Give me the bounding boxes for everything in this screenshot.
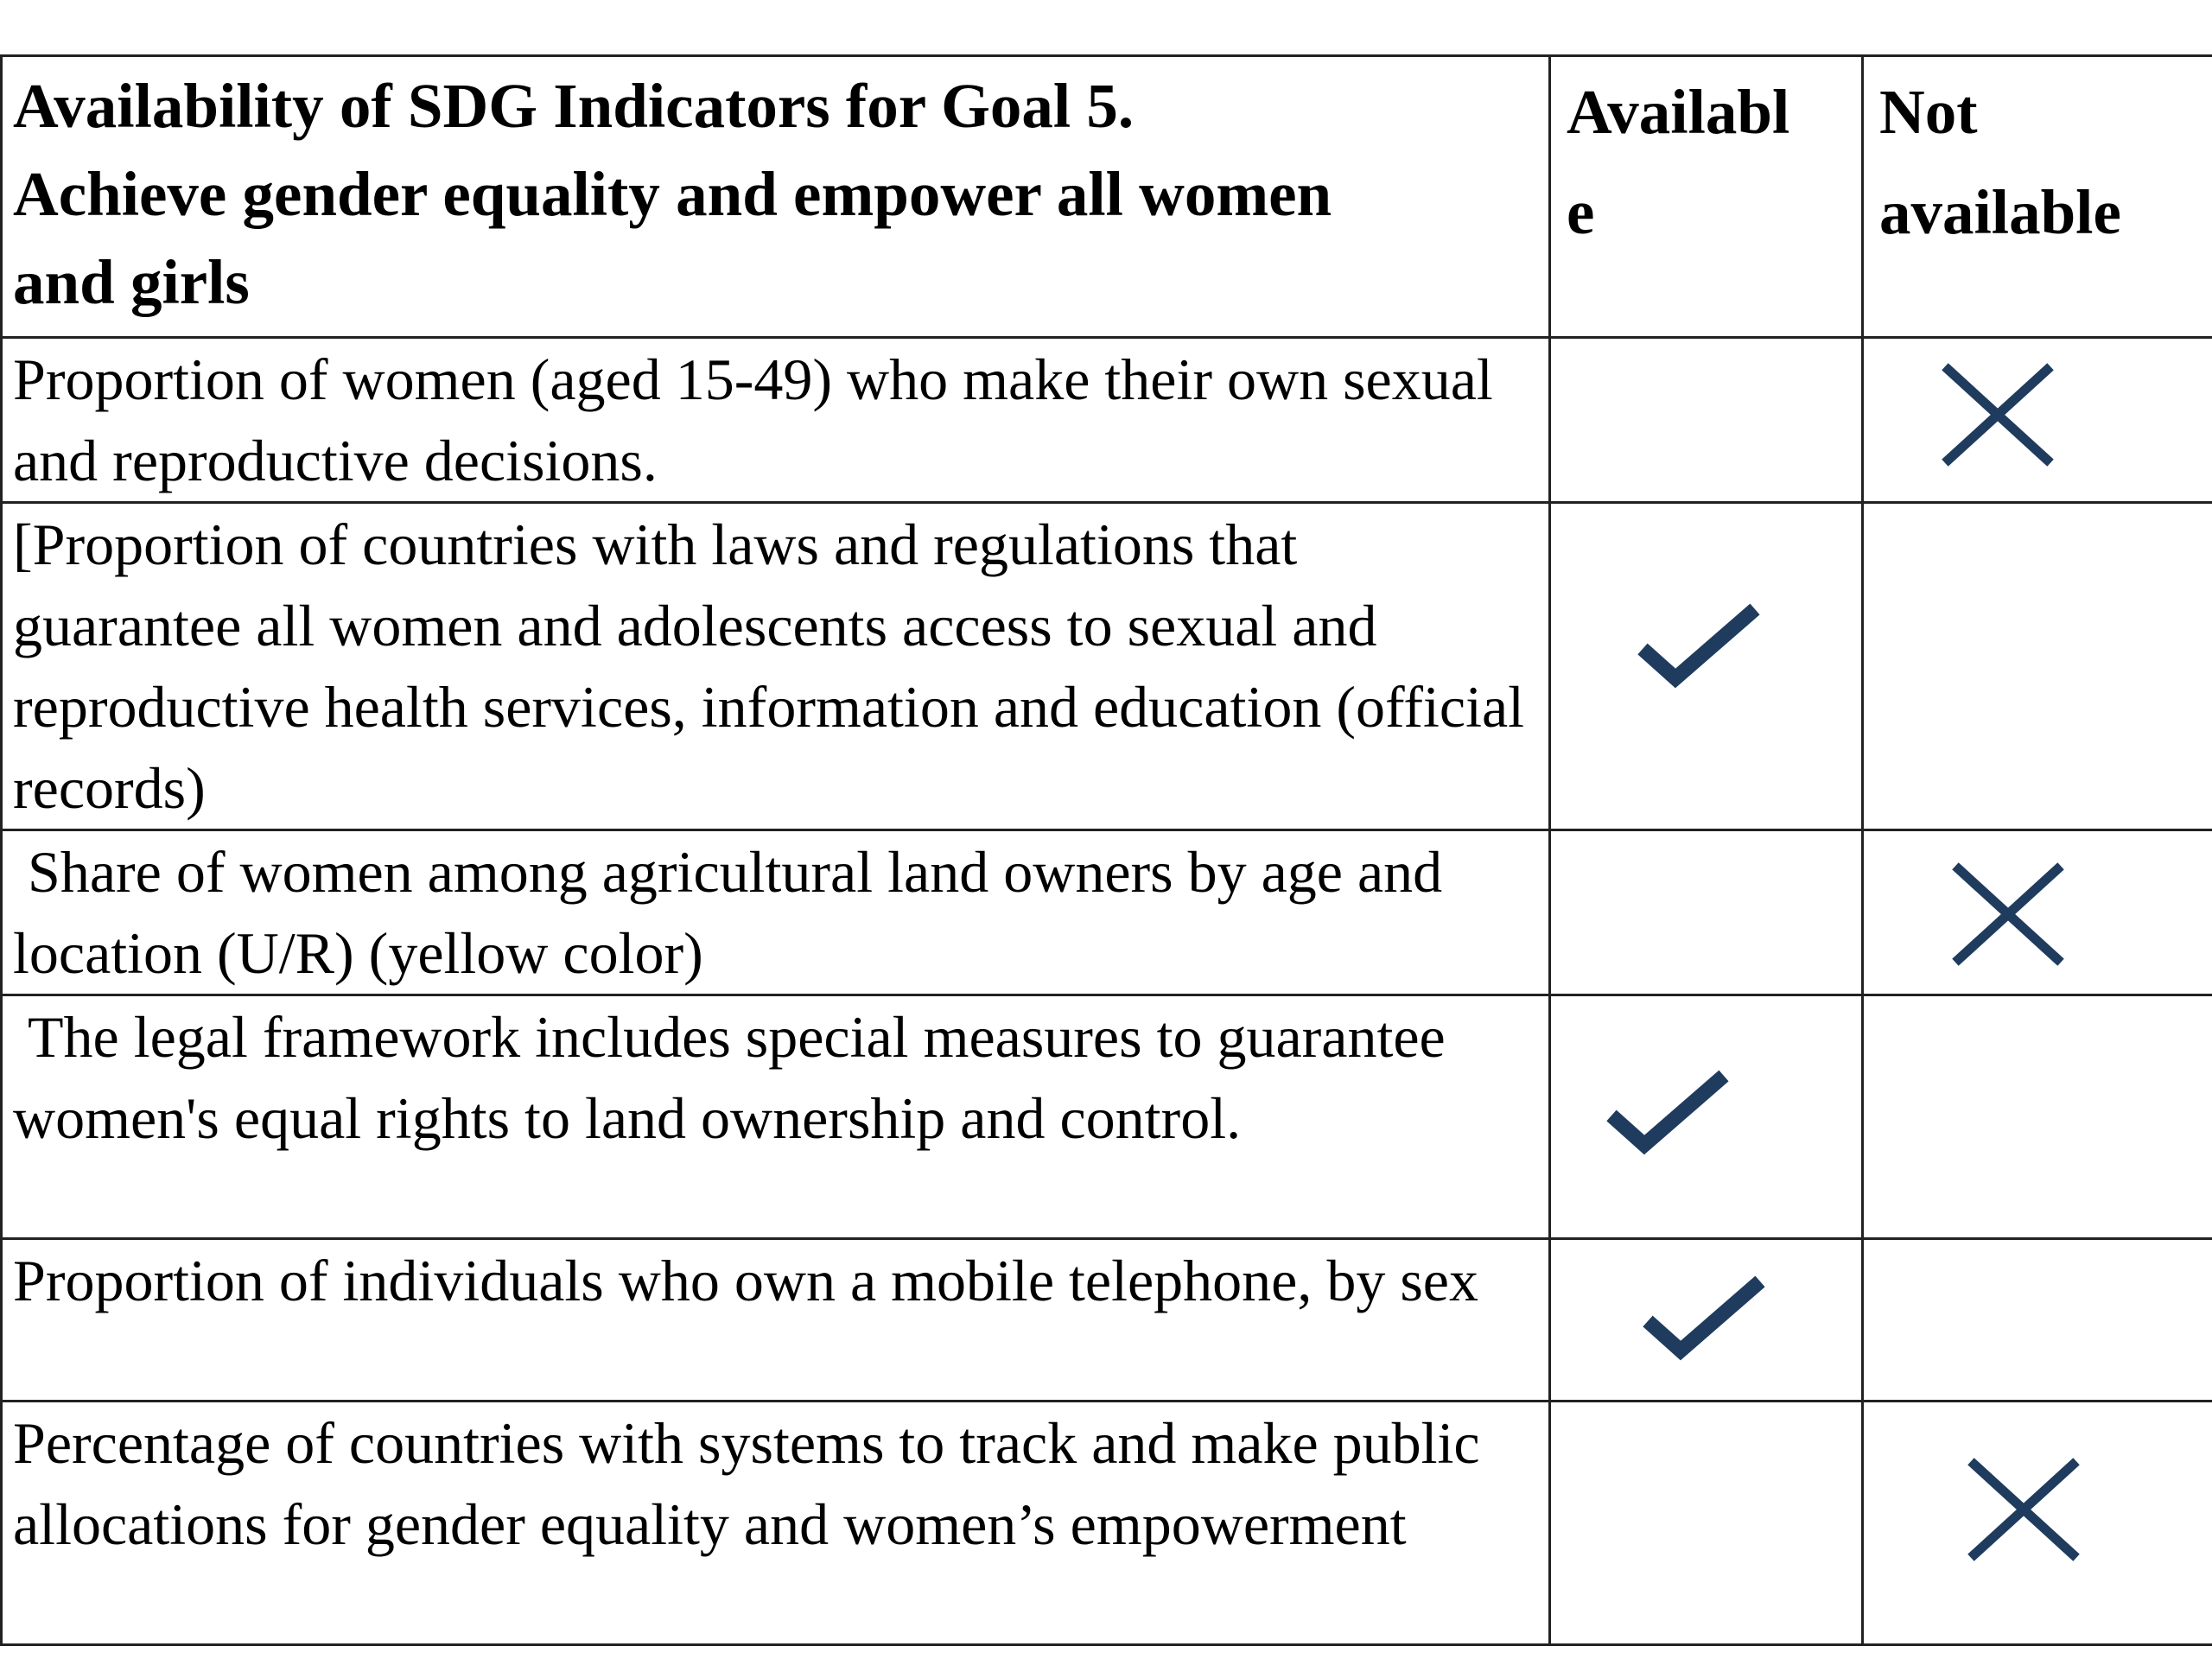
table-row bbox=[2, 995, 2212, 1239]
cross-mark-icon bbox=[1967, 1458, 2080, 1561]
indicator-text: Percentage of countries with systems to track and make public allocations for gender equality and women’s empowerment bbox=[2, 1402, 1550, 1645]
indicator-text: The legal framework includes special measures to guarantee women's equal rights to land ownership and control. bbox=[2, 995, 1550, 1239]
table-row bbox=[2, 1402, 2212, 1645]
indicator-text: Proportion of women (aged 15-49) who make their own sexual and reproductive decisions. bbox=[2, 338, 1550, 503]
not-available-cell bbox=[1863, 338, 2212, 503]
indicator-text: Proportion of individuals who own a mobile telephone, by sex bbox=[2, 1239, 1550, 1402]
not-available-cell bbox=[1863, 1239, 2212, 1402]
available-cell bbox=[1550, 1402, 1863, 1645]
table-row bbox=[2, 503, 2212, 830]
indicator-text: Share of women among agricultural land owners by age and location (U/R) (yellow color) bbox=[2, 830, 1550, 995]
not-available-cell bbox=[1863, 1402, 2212, 1645]
table-row bbox=[2, 830, 2212, 995]
header-indicator: Availability of SDG Indicators for Goal 5. Achieve gender equality and empower all women and girls bbox=[2, 56, 1550, 338]
check-mark-icon bbox=[1639, 1271, 1769, 1366]
check-mark-icon bbox=[1603, 1065, 1732, 1160]
table-header-row bbox=[2, 56, 2212, 338]
cross-mark-icon bbox=[1942, 363, 2054, 467]
available-cell bbox=[1550, 1239, 1863, 1402]
check-mark-icon bbox=[1634, 599, 1764, 694]
available-cell bbox=[1550, 995, 1863, 1239]
indicator-text: [Proportion of countries with laws and regulations that guarantee all women and adolescents access to sexual and reproductive health services, information and education (official records) bbox=[2, 503, 1550, 830]
available-cell bbox=[1550, 338, 1863, 503]
not-available-cell bbox=[1863, 830, 2212, 995]
not-available-cell bbox=[1863, 503, 2212, 830]
table-row bbox=[2, 338, 2212, 503]
available-cell bbox=[1550, 830, 1863, 995]
cross-mark-icon bbox=[1952, 862, 2064, 966]
available-cell bbox=[1550, 503, 1863, 830]
sdg-indicators-table bbox=[0, 54, 2212, 1646]
header-available: Availabl e bbox=[1550, 56, 1863, 338]
header-not-available: Not available bbox=[1863, 56, 2212, 338]
table-row bbox=[2, 1239, 2212, 1402]
not-available-cell bbox=[1863, 995, 2212, 1239]
